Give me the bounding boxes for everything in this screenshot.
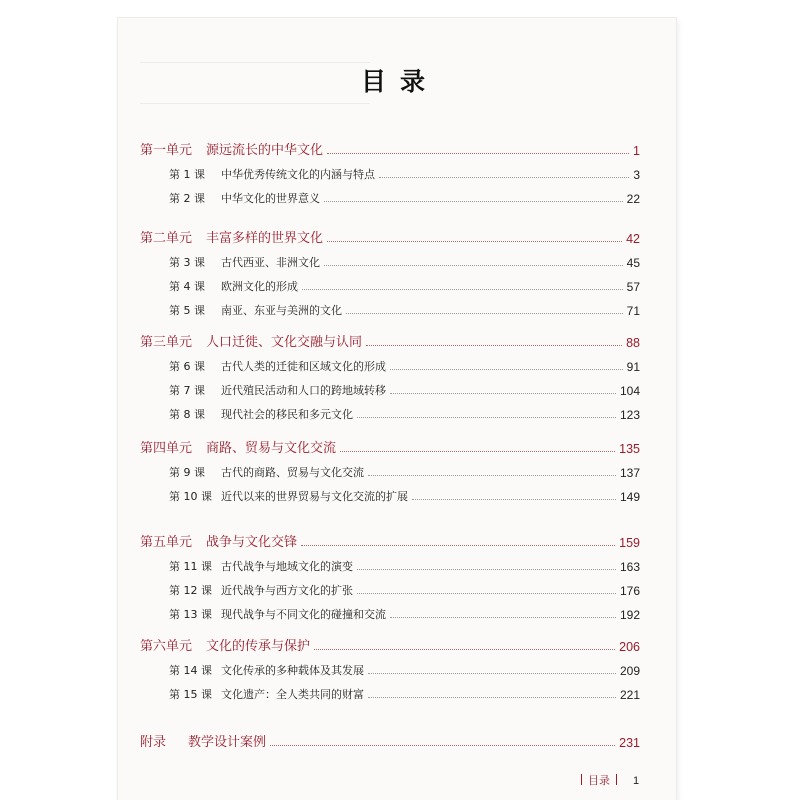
lesson-label: 第 6 课 <box>169 360 205 373</box>
toc-lesson-entry[interactable] <box>140 186 640 206</box>
toc-lesson-entry[interactable] <box>140 298 640 318</box>
unit-label: 第六单元 <box>140 639 193 654</box>
dot-leader <box>270 745 615 746</box>
lesson-title: 古代西亚、非洲文化 <box>221 256 320 269</box>
lesson-title: 现代战争与不同文化的碰撞和交流 <box>221 608 386 621</box>
unit-title: 丰富多样的世界文化 <box>206 231 324 246</box>
unit-page-number: 159 <box>619 536 640 550</box>
lesson-page-number: 176 <box>619 584 640 598</box>
lesson-title: 现代社会的移民和多元文化 <box>221 408 353 421</box>
unit-label: 第二单元 <box>140 231 193 246</box>
toc-lesson-entry[interactable] <box>140 658 640 678</box>
lesson-page-number: 3 <box>633 168 640 182</box>
unit-page-number: 206 <box>619 640 640 654</box>
lesson-title: 中华文化的世界意义 <box>221 192 320 205</box>
unit-label: 第一单元 <box>140 143 193 158</box>
lesson-label: 第 15 课 <box>169 688 212 701</box>
dot-leader <box>366 345 622 346</box>
dot-leader <box>301 545 615 546</box>
dot-leader <box>390 617 616 618</box>
lesson-page-number: 71 <box>626 304 640 318</box>
page-title: 目录 <box>360 67 439 96</box>
lesson-title: 欧洲文化的形成 <box>221 280 298 293</box>
dot-leader <box>379 177 629 178</box>
unit-page-number: 42 <box>626 232 640 246</box>
toc-lesson-entry[interactable] <box>140 378 640 398</box>
lesson-title: 古代战争与地域文化的演变 <box>221 560 353 573</box>
lesson-label: 第 1 课 <box>169 168 205 181</box>
lesson-title: 南亚、东亚与美洲的文化 <box>221 304 342 317</box>
lesson-title: 近代战争与西方文化的扩张 <box>221 584 353 597</box>
toc-lesson-entry[interactable] <box>140 682 640 702</box>
lesson-label: 第 12 课 <box>169 584 212 597</box>
lesson-label: 第 9 课 <box>169 466 205 479</box>
unit-label: 第四单元 <box>140 441 193 456</box>
unit-title: 源远流长的中华文化 <box>206 143 324 158</box>
lesson-page-number: 104 <box>619 384 640 398</box>
dot-leader <box>324 265 623 266</box>
dot-leader <box>340 451 615 452</box>
dot-leader <box>357 417 616 418</box>
dot-leader <box>412 499 616 500</box>
unit-page-number: 88 <box>626 336 640 350</box>
lesson-page-number: 22 <box>626 192 640 206</box>
lesson-label: 第 4 课 <box>169 280 205 293</box>
toc-lesson-entry[interactable] <box>140 484 640 504</box>
dot-leader <box>357 569 616 570</box>
toc-lesson-entry[interactable] <box>140 250 640 270</box>
lesson-page-number: 123 <box>619 408 640 422</box>
toc-unit-entry[interactable] <box>140 138 640 158</box>
lesson-label: 第 10 课 <box>169 490 212 503</box>
lesson-label: 第 7 课 <box>169 384 205 397</box>
toc-lesson-entry[interactable] <box>140 402 640 422</box>
toc-appendix-entry[interactable] <box>140 730 640 750</box>
dot-leader <box>314 649 615 650</box>
lesson-label: 第 8 课 <box>169 408 205 421</box>
dot-leader <box>357 593 616 594</box>
unit-title: 文化的传承与保护 <box>206 639 311 654</box>
appendix-label: 附录 <box>140 735 167 750</box>
lesson-page-number: 57 <box>626 280 640 294</box>
appendix-page-number: 231 <box>619 736 640 750</box>
lesson-page-number: 137 <box>619 466 640 480</box>
dot-leader <box>368 673 616 674</box>
lesson-label: 第 11 课 <box>169 560 212 573</box>
unit-page-number: 1 <box>633 144 640 158</box>
dot-leader <box>302 289 623 290</box>
unit-page-number: 135 <box>619 442 640 456</box>
lesson-title: 文化遗产：全人类共同的财富 <box>221 688 364 701</box>
footer-label: 目录 <box>588 775 610 787</box>
unit-label: 第三单元 <box>140 335 193 350</box>
toc-lesson-entry[interactable] <box>140 554 640 574</box>
toc-unit-entry[interactable] <box>140 226 640 246</box>
lesson-title: 文化传承的多种载体及其发展 <box>221 664 364 677</box>
toc-unit-entry[interactable] <box>140 530 640 550</box>
toc-lesson-entry[interactable] <box>140 274 640 294</box>
lesson-title: 近代以来的世界贸易与文化交流的扩展 <box>221 490 408 503</box>
dot-leader <box>327 153 629 154</box>
lesson-page-number: 91 <box>626 360 640 374</box>
footer-divider <box>616 774 617 785</box>
lesson-title: 古代的商路、贸易与文化交流 <box>221 466 364 479</box>
appendix-title: 教学设计案例 <box>188 735 267 750</box>
toc-lesson-entry[interactable] <box>140 602 640 622</box>
toc-lesson-entry[interactable] <box>140 162 640 182</box>
lesson-page-number: 149 <box>619 490 640 504</box>
lesson-title: 近代殖民活动和人口的跨地域转移 <box>221 384 386 397</box>
dot-leader <box>368 475 616 476</box>
lesson-page-number: 163 <box>619 560 640 574</box>
toc-unit-entry[interactable] <box>140 436 640 456</box>
lesson-page-number: 221 <box>619 688 640 702</box>
lesson-label: 第 14 课 <box>169 664 212 677</box>
toc-unit-entry[interactable] <box>140 634 640 654</box>
unit-title: 人口迁徙、文化交融与认同 <box>206 335 363 350</box>
dot-leader <box>346 313 623 314</box>
lesson-label: 第 5 课 <box>169 304 205 317</box>
lesson-label: 第 2 课 <box>169 192 205 205</box>
lesson-page-number: 45 <box>626 256 640 270</box>
lesson-title: 中华优秀传统文化的内涵与特点 <box>221 168 375 181</box>
lesson-page-number: 192 <box>619 608 640 622</box>
unit-label: 第五单元 <box>140 535 193 550</box>
unit-title: 商路、贸易与文化交流 <box>206 441 337 456</box>
lesson-label: 第 3 课 <box>169 256 205 269</box>
dot-leader <box>327 241 622 242</box>
dot-leader <box>390 393 616 394</box>
toc-lesson-entry[interactable] <box>140 354 640 374</box>
toc-lesson-entry[interactable] <box>140 460 640 480</box>
toc-lesson-entry[interactable] <box>140 578 640 598</box>
dot-leader <box>368 697 616 698</box>
lesson-title: 古代人类的迁徙和区域文化的形成 <box>221 360 386 373</box>
unit-title: 战争与文化交锋 <box>206 535 298 550</box>
lesson-page-number: 209 <box>619 664 640 678</box>
dot-leader <box>324 201 623 202</box>
dot-leader <box>390 369 623 370</box>
toc-unit-entry[interactable] <box>140 330 640 350</box>
page-footer <box>575 772 639 788</box>
lesson-label: 第 13 课 <box>169 608 212 621</box>
footer-page-number: 1 <box>633 775 640 787</box>
footer-divider <box>581 774 582 785</box>
